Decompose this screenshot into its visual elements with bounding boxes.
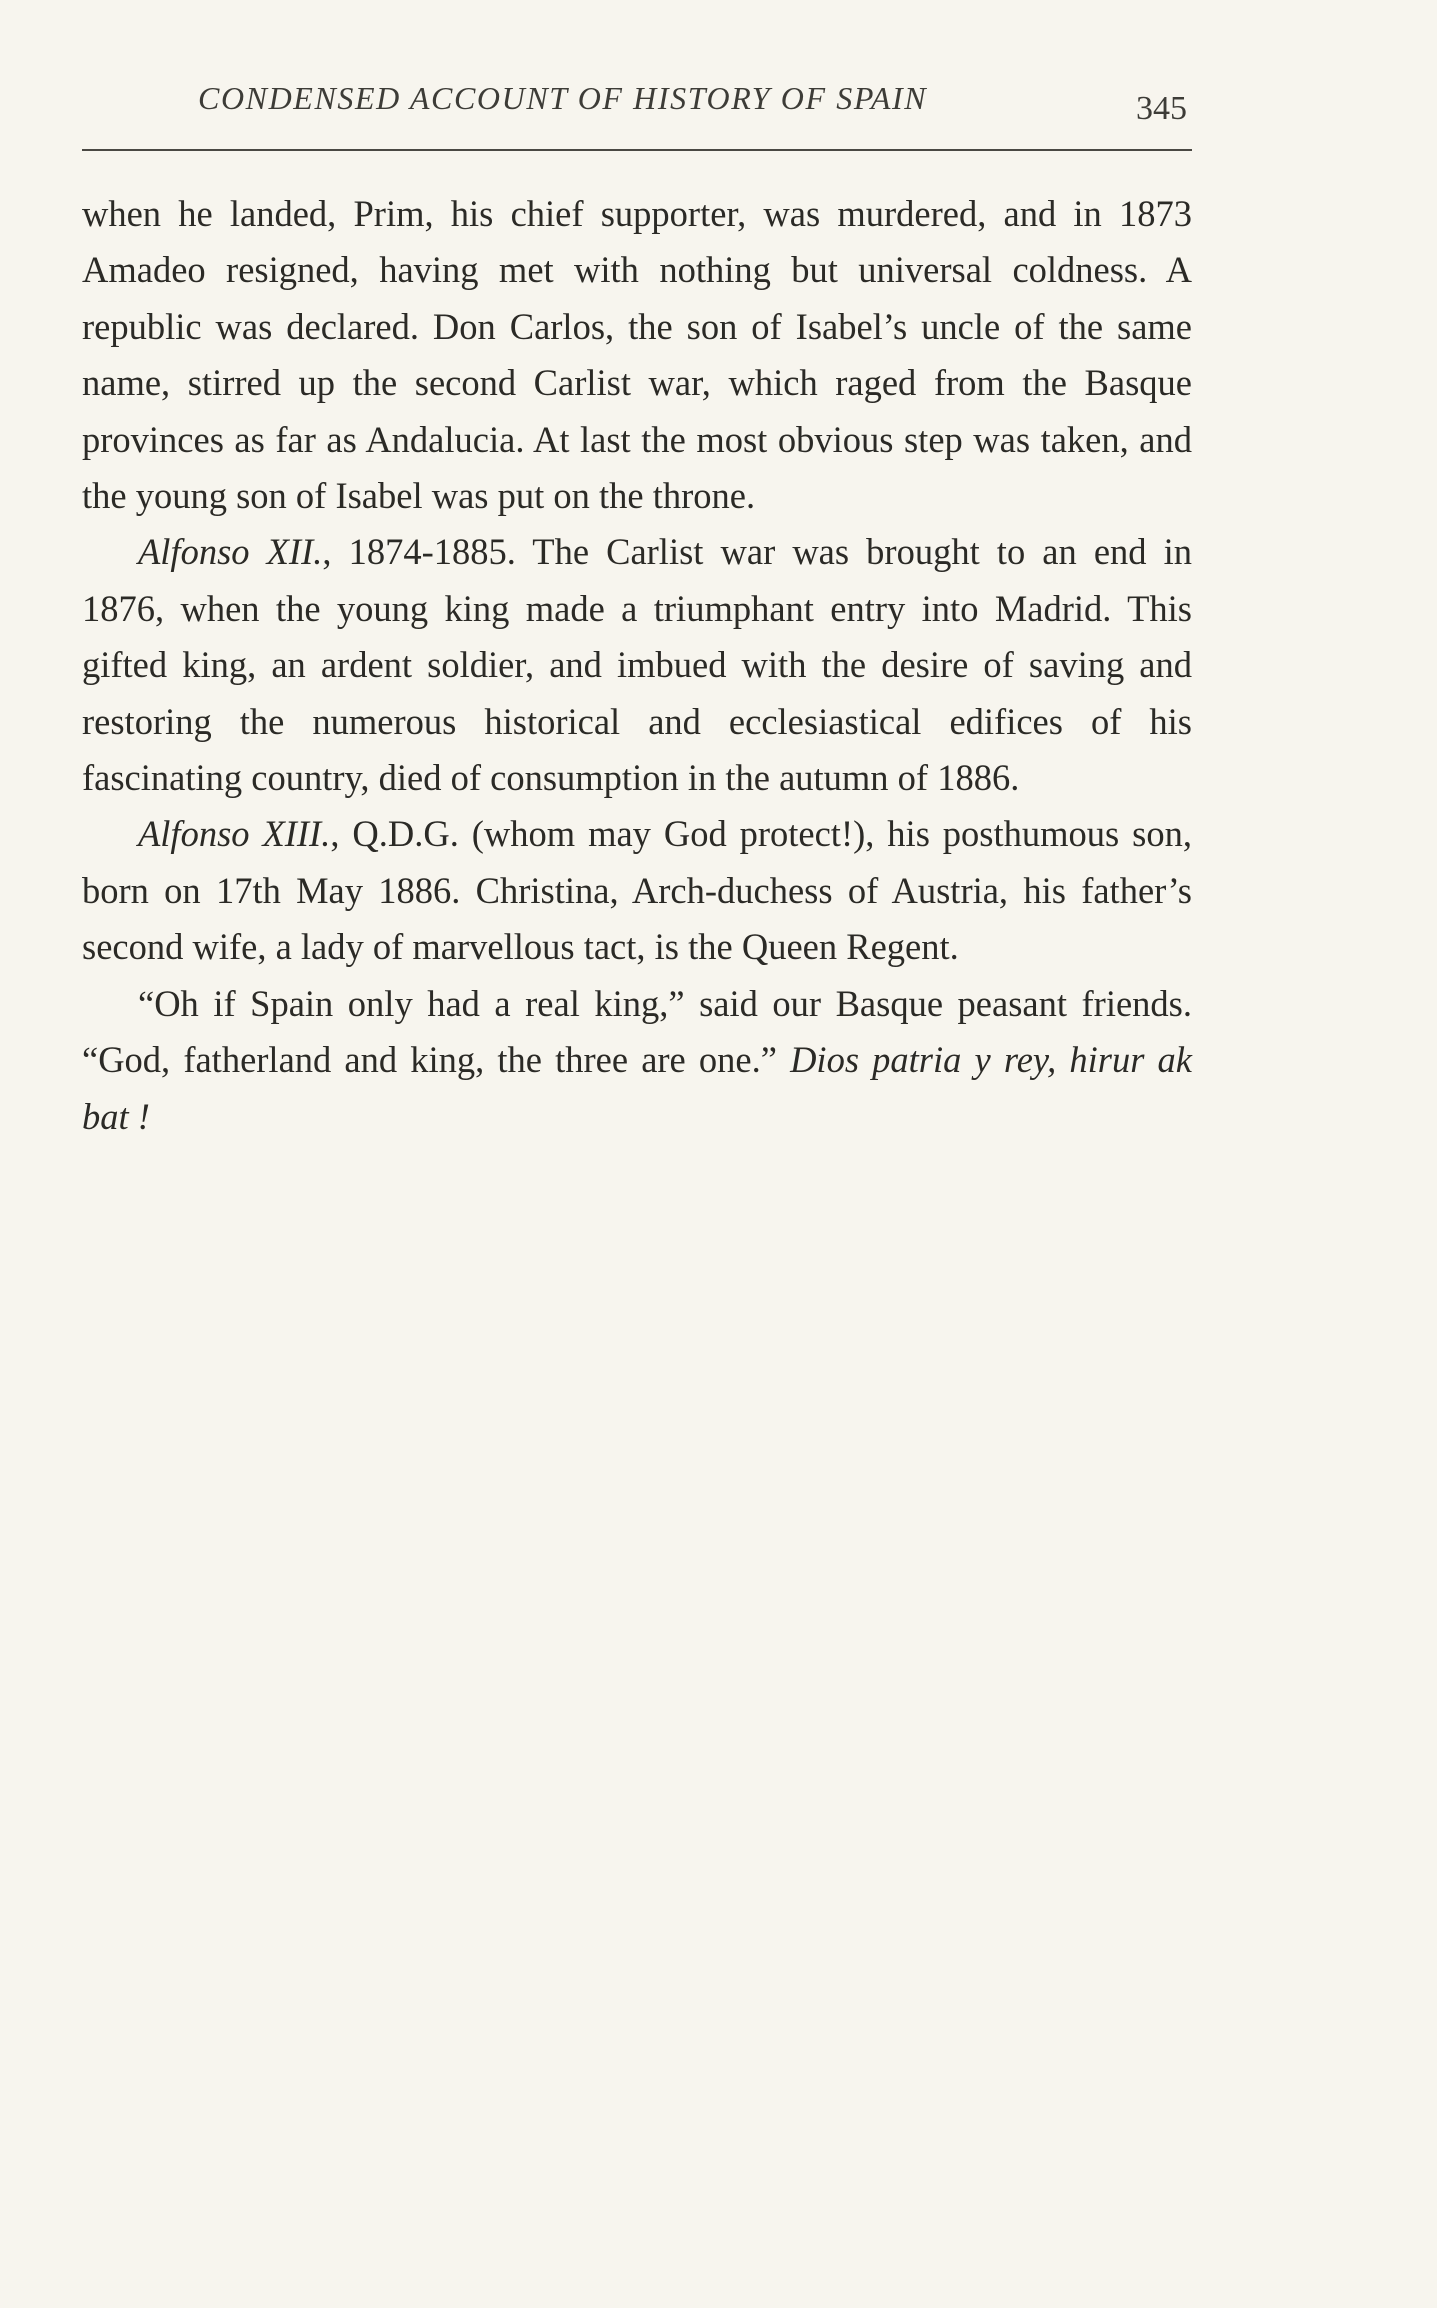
body-text: [82, 186, 1192, 1145]
paragraph-1-text: when he landed, Prim, his chief supporter, was murdered, and in 1873 Amadeo resigned, having met with nothing but universal coldness. A republic was declared. Don Carlos, the son of Isabel’s uncle of the same name, stirred up the second Carlist war, which raged from the Basque provinces as far as Andalucia. At last the most obvious step was taken, and the young son of Isabel was put on the throne.: [82, 193, 1192, 517]
paragraph-1: [82, 186, 1192, 524]
paragraph-2-text: , 1874-1885. The Carlist war was brought to an end in 1876, when the young king made a triumphant entry into Madrid. This gifted king, an ardent soldier, and imbued with the desire of saving and restoring the numerous historical and ecclesiastical edifices of his fascinating country, died of consumption in the autumn of 1886.: [82, 531, 1193, 799]
header-rule: [82, 149, 1192, 151]
running-head: CONDENSED ACCOUNT OF HISTORY OF SPAIN: [198, 80, 928, 116]
paragraph-3-lead: Alfonso XIII.: [138, 813, 331, 855]
paragraph-3-text: , Q.D.G. (whom may God protect!), his posthumous son, born on 17th May 1886. Christina, Arch-duchess of Austria, his father’s second wife, a lady of marvellous tact, is the Queen Regent.: [82, 813, 1192, 968]
page-number: 345: [1136, 90, 1187, 127]
paragraph-alfonso-xiii: [82, 806, 1192, 975]
paragraph-2-lead: Alfonso XII.: [138, 531, 323, 573]
paragraph-alfonso-xii: [82, 524, 1192, 806]
paragraph-4-text: “Oh if Spain only had a real king,” said our Basque peasant friends. “God, fatherland and king, the three are one.”: [82, 982, 1192, 1081]
paragraph-quote: [82, 976, 1192, 1145]
basque-motto: Dios patria y rey, hirur ak bat !: [82, 1039, 1192, 1137]
